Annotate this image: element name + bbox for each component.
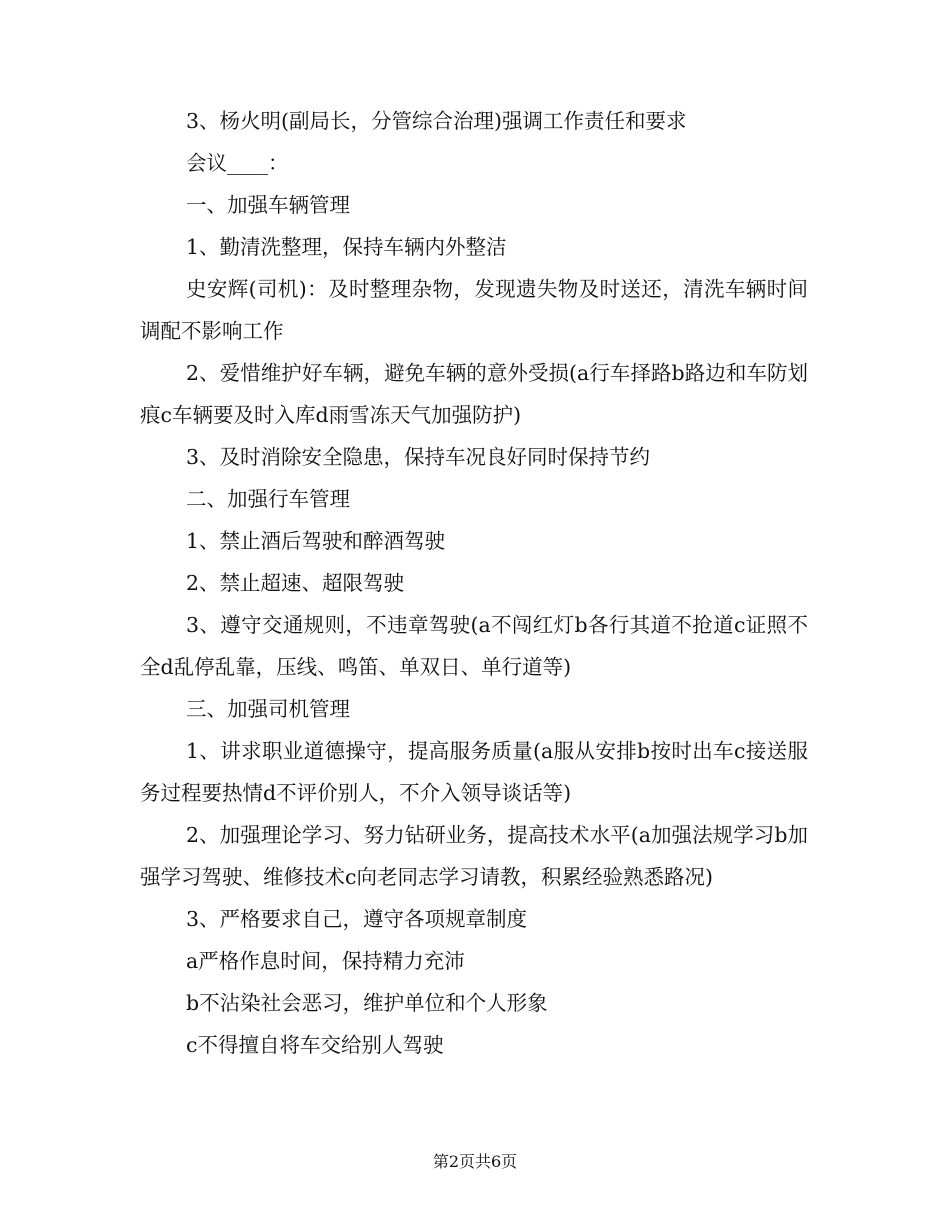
section-heading-driving-management: 二、加强行车管理 [186, 487, 350, 511]
paragraph-driving-item-1: 1、禁止酒后驾驶和醉酒驾驶 [186, 529, 446, 553]
section-heading-driver-management: 三、加强司机管理 [186, 697, 350, 721]
page-number-footer: 第2页共6页 [432, 1152, 518, 1171]
paragraph-vehicle-item-1: 1、勤清洗整理，保持车辆内外整洁 [186, 235, 507, 259]
paragraph-sub-item-c: c不得擅自将车交给别人驾驶 [186, 1033, 444, 1057]
paragraph-driver-item-2: 2、加强理论学习、努力钻研业务，提高技术水平(a加强法规学习b加强学习驾驶、维修技术c向老同志学习请教，积累经验熟悉路况) [140, 823, 808, 889]
paragraph-meeting-label: 会议____： [186, 151, 289, 175]
paragraph-sub-item-a: a严格作息时间，保持精力充沛 [186, 949, 465, 973]
document-body [140, 100, 808, 1066]
paragraph-vehicle-item-3: 3、及时消除安全隐患，保持车况良好同时保持节约 [186, 445, 651, 469]
paragraph-driver-item-1: 1、讲求职业道德操守，提高服务质量(a服从安排b按时出车c接送服务过程要热情d不评价别人，不介入领导谈话等) [140, 739, 808, 805]
paragraph-driver-note: 史安辉(司机)：及时整理杂物，发现遗失物及时送还，清洗车辆时间调配不影响工作 [140, 277, 808, 343]
paragraph-vehicle-item-2: 2、爱惜维护好车辆，避免车辆的意外受损(a行车择路b路边和车防划痕c车辆要及时入库d雨雪冻天气加强防护) [140, 361, 808, 427]
paragraph-driver-item-3: 3、严格要求自己，遵守各项规章制度 [186, 907, 528, 931]
paragraph-driving-item-2: 2、禁止超速、超限驾驶 [186, 571, 405, 595]
paragraph-driving-item-3: 3、遵守交通规则，不违章驾驶(a不闯红灯b各行其道不抢道c证照不全d乱停乱靠，压线、鸣笛、单双日、单行道等) [140, 613, 808, 679]
paragraph-speaker-item-3: 3、杨火明(副局长，分管综合治理)强调工作责任和要求 [186, 109, 687, 133]
section-heading-vehicle-management: 一、加强车辆管理 [186, 193, 350, 217]
paragraph-sub-item-b: b不沾染社会恶习，维护单位和个人形象 [186, 991, 548, 1015]
